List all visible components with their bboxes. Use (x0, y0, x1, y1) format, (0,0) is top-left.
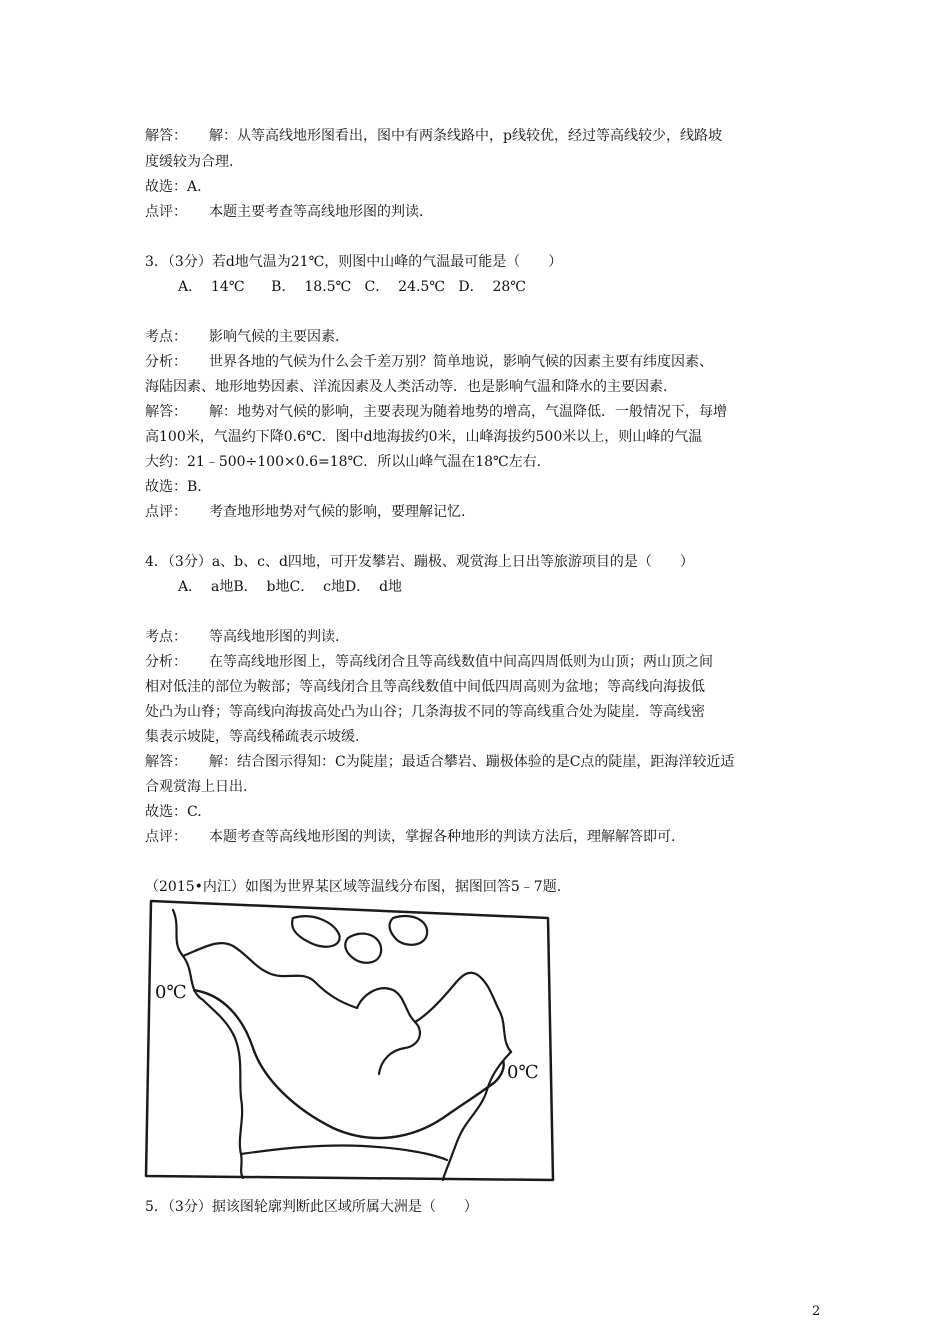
q3-answer-line2: 高100米，气温约下降0.6℃．图中d地海拔约0米，山峰海拔约500米以上，则山峰的气温 (145, 429, 703, 445)
q5-stem: 5．（3分）据该图轮廓判断此区域所属大洲是（ ） (145, 1199, 478, 1215)
q3-analysis-row (145, 352, 713, 372)
q3-stem: 3．（3分）若d地气温为21℃，则图中山峰的气温最可能是（ ） (145, 254, 563, 270)
q3-answer-row (145, 402, 727, 422)
coastline-west (173, 910, 243, 1178)
q4-kaodian: 等高线地形图的判读. (209, 629, 340, 645)
q4-stem: 4．（3分）a、b、c、d四地，可开发攀岩、蹦极、观赏海上日出等旅游项目的是（ ） (145, 554, 694, 570)
q3-options: A． 14℃ B． 18.5℃ C． 24.5℃ D． 28℃ (178, 279, 526, 295)
q4-analysis-line1: 在等高线地形图上，等高线闭合且等高线数值中间高四周低则为山顶；两山顶之间 (209, 654, 713, 670)
answer-label: 解答： (145, 128, 187, 144)
q4-analysis-line2: 相对低洼的部位为鞍部；等高线闭合且等高线数值中间低四周高则为盆地；等高线向海拔低 (145, 679, 705, 695)
q2-answer-row (145, 126, 722, 146)
coastline-labrador (415, 973, 511, 1052)
comment-label: 点评： (145, 204, 187, 220)
isotherm-label-right: 0℃ (507, 1062, 539, 1083)
q4-answer-row (145, 752, 734, 772)
q3-answer-line1: 解：地势对气候的影响，主要表现为随着地势的增高，气温降低．一般情况下，每增 (209, 404, 727, 420)
page-number: 2 (812, 1304, 821, 1319)
q3-kaodian-row (145, 327, 339, 347)
q4-comment-row (145, 827, 675, 847)
map-frame (146, 901, 553, 1180)
q2-choice: 故选：A. (145, 179, 202, 195)
answer-label: 解答： (145, 404, 187, 420)
answer-label: 解答： (145, 754, 187, 770)
isotherm-label-left: 0℃ (155, 982, 187, 1003)
comment-label: 点评： (145, 829, 187, 845)
comment-label: 点评： (145, 504, 187, 520)
q3-comment: 考查地形地势对气候的影响，要理解记忆. (209, 504, 466, 520)
q3-analysis-line2: 海陆因素、地形地势因素、洋流因素及人类活动等．也是影响气温和降水的主要因素. (145, 379, 668, 395)
arctic-island-2 (345, 934, 381, 963)
analysis-label: 分析： (145, 354, 187, 370)
q4-answer-line1: 解：结合图示得知：C为陡崖；最适合攀岩、蹦极体验的是C点的陡崖，距海洋较近适 (209, 754, 735, 770)
analysis-label: 分析： (145, 654, 187, 670)
kaodian-label: 考点： (145, 629, 187, 645)
q4-kaodian-row (145, 627, 339, 647)
coastline-east (443, 1052, 511, 1180)
q2-answer-line1: 解：从等高线地形图看出，图中有两条线路中，p线较优，经过等高线较少，线路坡 (209, 128, 722, 144)
kaodian-label: 考点： (145, 329, 187, 345)
isotherm-map-svg (143, 898, 555, 1183)
q3-analysis-line1: 世界各地的气候为什么会千差万别？简单地说，影响气候的因素主要有纬度因素、 (209, 354, 713, 370)
q2-comment-row (145, 202, 423, 222)
q4-comment: 本题考查等高线地形图的判读，掌握各种地形的判读方法后，理解解答即可. (209, 829, 676, 845)
q2-comment: 本题主要考查等高线地形图的判读. (209, 204, 424, 220)
q2-answer-line2: 度缓较为合理. (145, 154, 234, 170)
southern-boundary (241, 1145, 447, 1160)
q3-choice: 故选：B. (145, 479, 202, 495)
hudson-bay (357, 988, 420, 1074)
q4-options: A． a地B． b地C． c地D． d地 (178, 579, 403, 595)
q4-analysis-line4: 集表示坡陡，等高线稀疏表示坡缓. (145, 729, 360, 745)
arctic-island-3 (390, 916, 428, 945)
section-intro: （2015•内江）如图为世界某区域等温线分布图，据图回答5﹣7题. (145, 879, 562, 895)
q4-answer-line2: 合观赏海上日出. (145, 779, 248, 795)
q4-choice: 故选：C. (145, 804, 202, 820)
q3-answer-line3: 大约：21﹣500÷100×0.6=18℃．所以山峰气温在18℃左右. (145, 454, 542, 470)
q4-analysis-row (145, 652, 713, 672)
arctic-island-1 (292, 916, 340, 947)
q3-comment-row (145, 502, 465, 522)
q4-analysis-line3: 处凸为山脊；等高线向海拔高处凸为山谷；几条海拔不同的等高线重合处为陡崖．等高线密 (145, 704, 705, 720)
isotherm-map (143, 898, 555, 1183)
q3-kaodian: 影响气候的主要因素. (209, 329, 340, 345)
coastline-north (183, 943, 357, 1008)
